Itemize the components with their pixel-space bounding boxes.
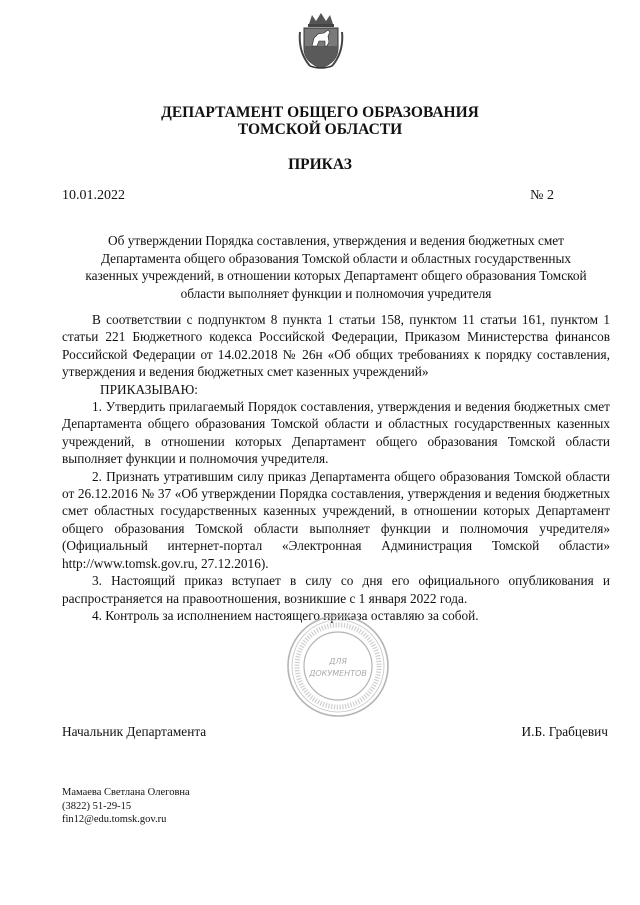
- signatory-title: Начальник Департамента: [62, 724, 207, 739]
- document-body: [62, 311, 610, 624]
- stamp-text-line2: ДОКУМЕНТОВ: [309, 669, 367, 678]
- subject-line: казенных учреждений, в отношении которых Департамент общего образования Томской: [85, 268, 587, 283]
- executor-name: Мамаева Светлана Олеговна: [62, 787, 190, 798]
- order-item-3: 3. Настоящий приказ вступает в силу со дня его официального опубликования и распространяется на правоотношения, возникшие с 1 января 2022 года.: [62, 573, 610, 606]
- executor-email: fin12@edu.tomsk.gov.ru: [62, 814, 167, 825]
- order-item-1: 1. Утвердить прилагаемый Порядок составления, утверждения и ведения бюджетных смет Департамента общего образования Томской области и областных государственных казенных учреждений, в отношении которых Департамент общего образования Томской области выполняет функции и полномочия учредителя.: [62, 399, 610, 467]
- stamp-text-line1: ДЛЯ: [329, 657, 347, 666]
- subject-line: Департамента общего образования Томской области и областных государственных: [100, 250, 572, 266]
- order-item-4: 4. Контроль за исполнением настоящего приказа оставляю за собой.: [92, 607, 479, 623]
- document-date: 10.01.2022: [62, 188, 125, 203]
- document-type-title: ПРИКАЗ: [288, 156, 352, 173]
- tomsk-region-coat-of-arms-icon: [298, 12, 344, 70]
- subject-line: области выполняет функции и полномочия учредителя: [180, 285, 492, 301]
- document-subject: [62, 232, 610, 302]
- order-keyword: ПРИКАЗЫВАЮ:: [100, 381, 198, 397]
- executor-phone: (3822) 51-29-15: [62, 800, 132, 812]
- preamble-paragraph: В соответствии с подпунктом 8 пункта 1 статьи 158, пунктом 11 статьи 161, пунктом 1 статьи 221 Бюджетного кодекса Российской Федерации, Приказом Министерства финансов Российской Федерации от 14.02.2018 № 26н «Об общих требованиях к порядку составления, утверждения и ведения бюджетных смет казенных учреждений»: [62, 312, 610, 380]
- subject-line: Об утверждении Порядка составления, утверждения и ведения бюджетных смет: [108, 233, 564, 248]
- signatory-name: И.Б. Грабцевич: [521, 724, 608, 739]
- department-name-line2: ТОМСКОЙ ОБЛАСТИ: [237, 121, 403, 138]
- official-stamp: [286, 614, 390, 718]
- department-name-line1: ДЕПАРТАМЕНТ ОБЩЕГО ОБРАЗОВАНИЯ: [161, 104, 479, 121]
- executor-contacts: [62, 786, 190, 827]
- document-number: № 2: [530, 188, 554, 203]
- order-item-2: 2. Признать утратившим силу приказ Департамента общего образования Томской области от 26.12.2016 № 37 «Об утверждении Порядка составления, утверждения и ведения бюджетных смет областных государственных казенных учреждений, в отношении которых Департамент общего образования Томской области выполняет функции и полномочия учредителя» (Официальный интернет-портал «Электронная Администрация Томской области» http://www.tomsk.gov.ru, 27.12.2016).: [62, 468, 610, 571]
